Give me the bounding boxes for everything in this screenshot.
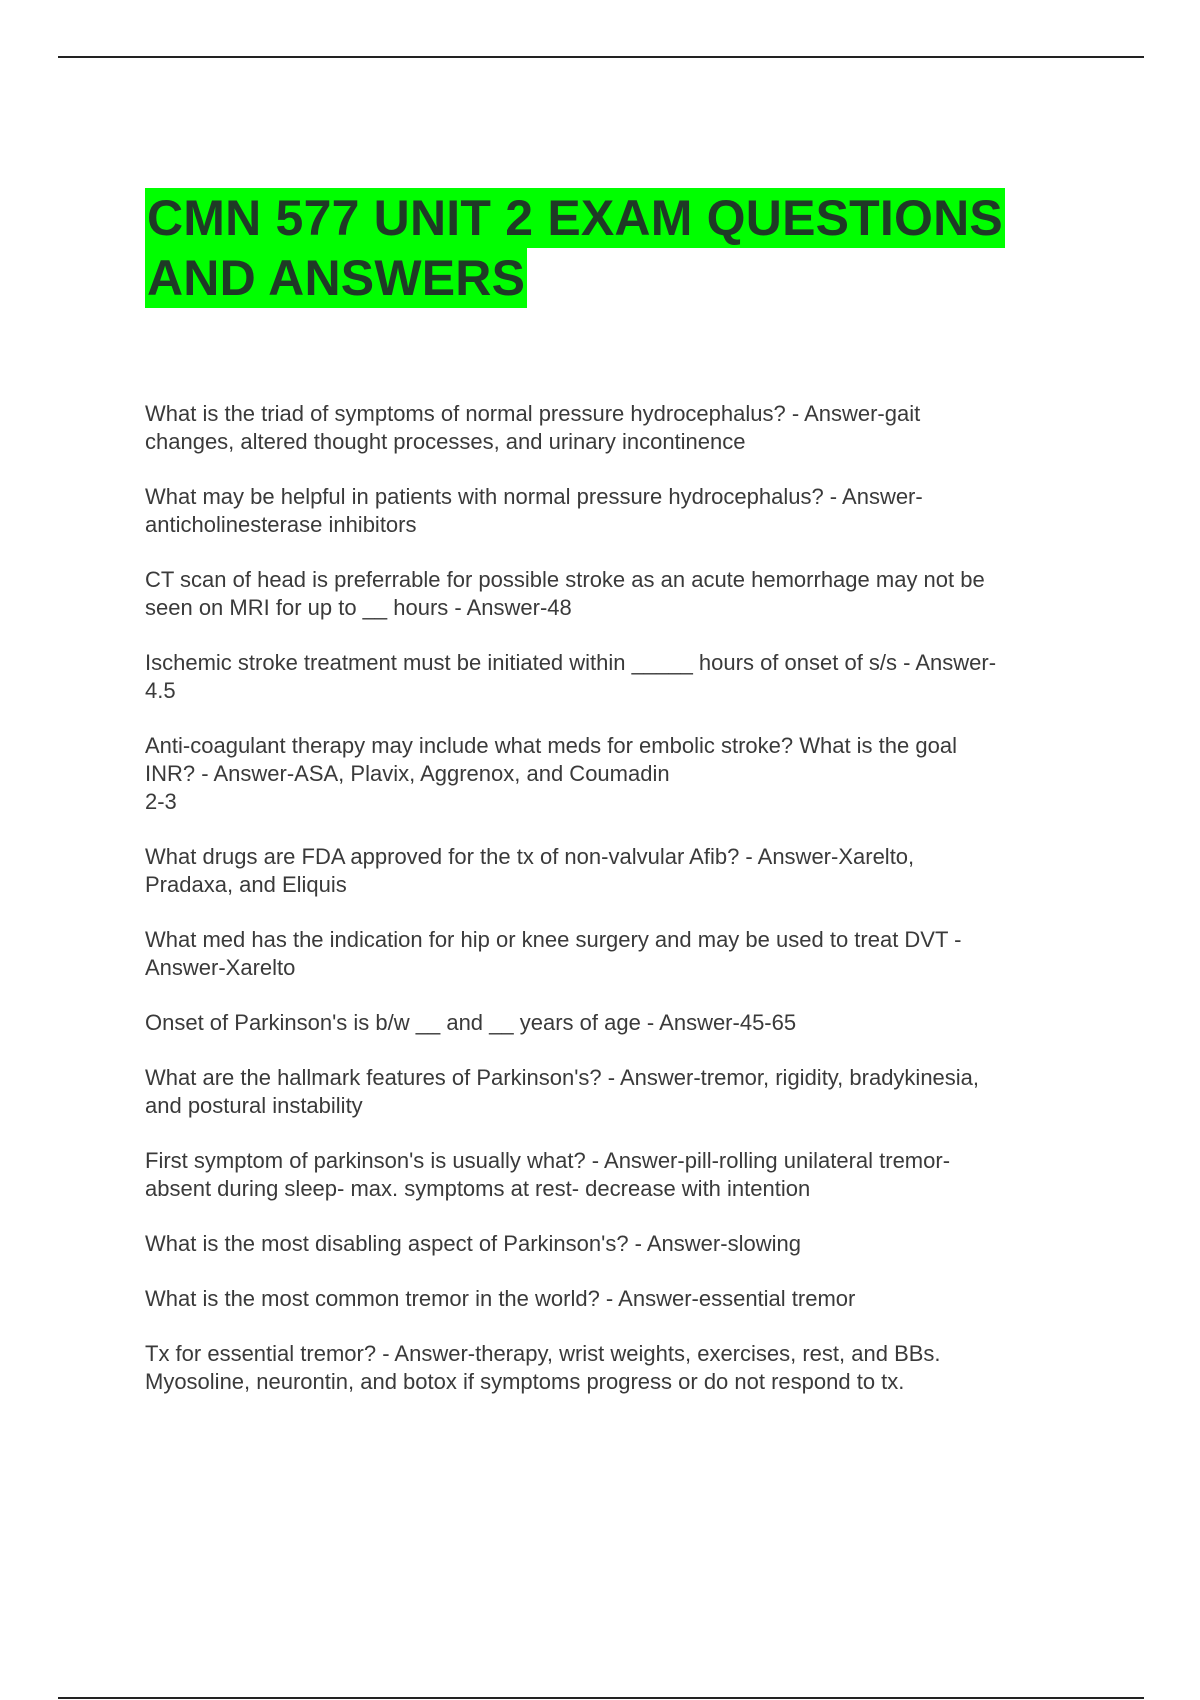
qa-text-line: What is the most common tremor in the world? - Answer-essential tremor bbox=[145, 1286, 856, 1311]
qa-text-line: Ischemic stroke treatment must be initiated within _____ hours of onset of s/s - Answer- bbox=[145, 650, 997, 675]
qa-text-line: CT scan of head is preferrable for possible stroke as an acute hemorrhage may not be bbox=[145, 567, 985, 592]
qa-item bbox=[145, 1064, 1085, 1120]
title-line bbox=[145, 248, 1075, 308]
title-line bbox=[145, 188, 1075, 248]
qa-text-line: and postural instability bbox=[145, 1093, 363, 1118]
qa-text-line: anticholinesterase inhibitors bbox=[145, 512, 417, 537]
qa-text-line: Pradaxa, and Eliquis bbox=[145, 872, 347, 897]
qa-item bbox=[145, 732, 1085, 816]
qa-text-line: 4.5 bbox=[145, 678, 176, 703]
top-rule bbox=[58, 56, 1144, 58]
title-line-2: AND ANSWERS bbox=[147, 250, 526, 306]
qa-text-line: seen on MRI for up to __ hours - Answer-48 bbox=[145, 595, 572, 620]
qa-text-line: changes, altered thought processes, and urinary incontinence bbox=[145, 429, 746, 454]
qa-item bbox=[145, 566, 1085, 622]
qa-text-line: What is the most disabling aspect of Parkinson's? - Answer-slowing bbox=[145, 1231, 801, 1256]
qa-text-line: What drugs are FDA approved for the tx of non-valvular Afib? - Answer-Xarelto, bbox=[145, 844, 915, 869]
qa-item bbox=[145, 1230, 1085, 1258]
qa-text-line: Anti-coagulant therapy may include what meds for embolic stroke? What is the goal bbox=[145, 733, 957, 758]
qa-item bbox=[145, 1285, 1085, 1313]
qa-item bbox=[145, 1147, 1085, 1203]
qa-text-line: What is the triad of symptoms of normal pressure hydrocephalus? - Answer-gait bbox=[145, 401, 921, 426]
qa-text-line: Myosoline, neurontin, and botox if symptoms progress or do not respond to tx. bbox=[145, 1369, 905, 1394]
qa-text-line: Tx for essential tremor? - Answer-therapy, wrist weights, exercises, rest, and BBs. bbox=[145, 1341, 941, 1366]
qa-text-line: Answer-Xarelto bbox=[145, 955, 296, 980]
qa-item bbox=[145, 649, 1085, 705]
qa-item bbox=[145, 843, 1085, 899]
qa-item bbox=[145, 926, 1085, 982]
bottom-rule bbox=[58, 1697, 1144, 1699]
qa-item bbox=[145, 1340, 1085, 1396]
qa-list bbox=[145, 400, 1085, 1423]
qa-item bbox=[145, 400, 1085, 456]
document-title bbox=[145, 188, 1075, 308]
qa-text-line: Onset of Parkinson's is b/w __ and __ years of age - Answer-45-65 bbox=[145, 1010, 797, 1035]
qa-text-line: 2-3 bbox=[145, 789, 177, 814]
qa-text-line: What med has the indication for hip or knee surgery and may be used to treat DVT - bbox=[145, 927, 962, 952]
qa-text-line: First symptom of parkinson's is usually what? - Answer-pill-rolling unilateral tremor- bbox=[145, 1148, 951, 1173]
qa-text-line: absent during sleep- max. symptoms at rest- decrease with intention bbox=[145, 1176, 811, 1201]
qa-item bbox=[145, 1009, 1085, 1037]
title-line-1: CMN 577 UNIT 2 EXAM QUESTIONS bbox=[147, 190, 1003, 246]
qa-text-line: INR? - Answer-ASA, Plavix, Aggrenox, and Coumadin bbox=[145, 761, 670, 786]
qa-item bbox=[145, 483, 1085, 539]
qa-text-line: What may be helpful in patients with normal pressure hydrocephalus? - Answer- bbox=[145, 484, 923, 509]
qa-text-line: What are the hallmark features of Parkinson's? - Answer-tremor, rigidity, bradykinesia, bbox=[145, 1065, 980, 1090]
